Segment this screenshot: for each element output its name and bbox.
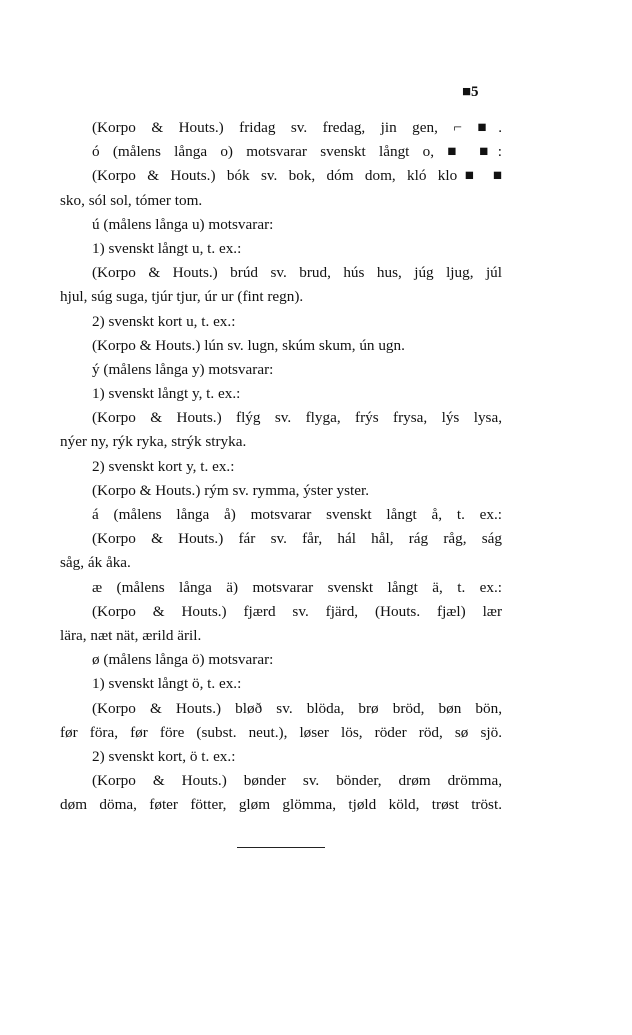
body-text — [60, 116, 502, 817]
text-line: æ (målens långa ä) motsvarar svenskt långt ä, t. ex.: — [92, 578, 502, 596]
text-line: (Korpo & Houts.) flýg sv. flyga, frýs frysa, lýs lysa, — [92, 409, 502, 427]
text-line: lära, næt nät, ærild äril. — [60, 626, 202, 644]
text-line: før föra, før före (subst. neut.), løser lös, röder röd, sø sjö. — [60, 723, 502, 741]
text-line: (Korpo & Houts.) fridag sv. fredag, jin gen, ⌐ ■. — [92, 119, 502, 136]
text-line: (Korpo & Houts.) lún sv. lugn, skúm skum, ún ugn. — [92, 336, 405, 354]
text-line: (Korpo & Houts.) fjærd sv. fjärd, (Houts. fjæl) lær — [92, 602, 502, 620]
text-line: nýer ny, rýk ryka, strýk stryka. — [60, 433, 247, 451]
text-line: (Korpo & Houts.) bók sv. bok, dóm dom, kló klo■ ■ — [92, 167, 502, 185]
text-line: 2) svenskt kort, ö t. ex.: — [92, 747, 236, 765]
text-line: 2) svenskt kort u, t. ex.: — [92, 312, 236, 330]
text-line: (Korpo & Houts.) brúd sv. brud, hús hus, júg ljug, júl — [92, 264, 502, 282]
text-line: hjul, súg suga, tjúr tjur, úr ur (fint regn). — [60, 288, 304, 306]
text-line: (Korpo & Houts.) fár sv. får, hál hål, rág råg, ság — [92, 530, 502, 548]
text-line: ø (målens långa ö) motsvarar: — [92, 651, 274, 669]
text-line: ó (målens långa o) motsvarar svenskt långt o, ■ ■: — [92, 143, 502, 161]
page-number: ■5 — [462, 84, 479, 100]
text-line: ý (målens långa y) motsvarar: — [92, 360, 274, 378]
section-rule — [237, 847, 325, 848]
text-line: 1) svenskt långt y, t. ex.: — [92, 385, 241, 403]
text-line: 2) svenskt kort y, t. ex.: — [92, 457, 235, 475]
text-line: 1) svenskt långt u, t. ex.: — [92, 239, 242, 257]
text-line: 1) svenskt långt ö, t. ex.: — [92, 675, 242, 693]
text-line: á (målens långa å) motsvarar svenskt långt å, t. ex.: — [92, 506, 502, 523]
text-line: (Korpo & Houts.) bløð sv. blöda, brø bröd, bøn bön, — [92, 699, 502, 717]
text-line: såg, ák åka. — [60, 554, 131, 572]
text-line: ú (målens långa u) motsvarar: — [92, 215, 274, 233]
text-line: døm döma, føter fötter, gløm glömma, tjøld köld, trøst tröst. — [60, 796, 502, 814]
text-line: sko, sól sol, tómer tom. — [60, 191, 203, 209]
text-line: (Korpo & Houts.) rým sv. rymma, ýster yster. — [92, 481, 369, 499]
text-line: (Korpo & Houts.) bønder sv. bönder, drøm drömma, — [92, 772, 502, 790]
